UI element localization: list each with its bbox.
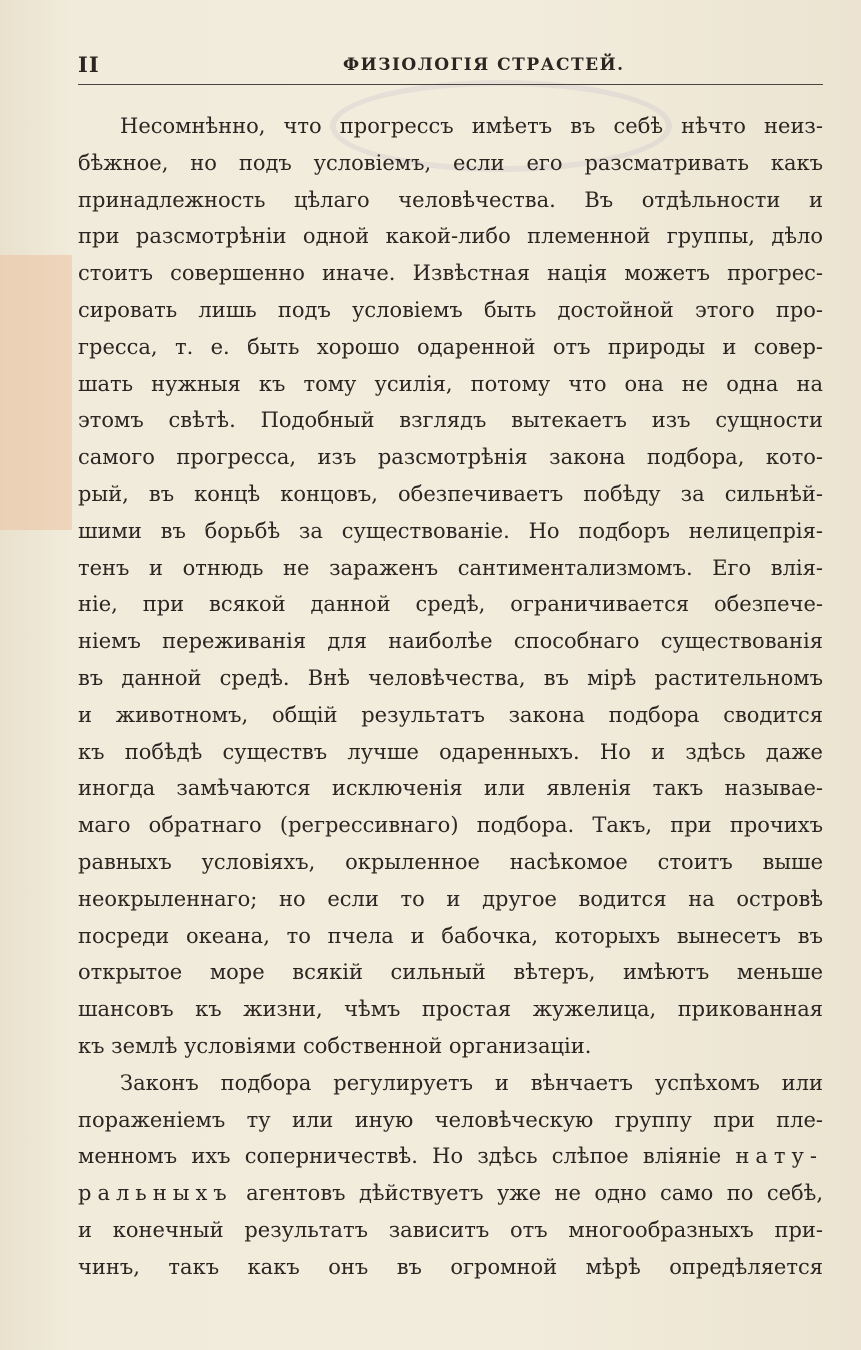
text-line <box>78 1175 823 1212</box>
text-line: шими въ борьбѣ за существованіе. Но подборъ нелицепрія- <box>78 518 823 543</box>
text-line: къ побѣдѣ существъ лучше одаренныхъ. Но и здѣсь даже <box>78 739 823 764</box>
text-line: этомъ свѣтѣ. Подобный взглядъ вытекаетъ изъ сущности <box>78 408 823 433</box>
text-line: посреди океана, то пчела и бабочка, которыхъ вынесетъ въ <box>78 923 823 948</box>
text-line: неокрыленнаго; но если то и другое водится на островѣ <box>78 886 823 911</box>
text-line: пораженіемъ ту или иную человѣческую группу при пле- <box>78 1107 823 1132</box>
spaced-word: нату- <box>735 1144 823 1169</box>
header-rule <box>78 84 823 85</box>
text-line: маго обратнаго (регрессивнаго) подбора. Такъ, при прочихъ <box>78 813 823 838</box>
text-line: бѣжное, но подъ условіемъ, если его разсматривать какъ <box>78 150 823 175</box>
paper-stain <box>0 255 72 530</box>
text-line: шать нужныя къ тому усилія, потому что она не одна на <box>78 371 823 396</box>
text-line: при разсмотрѣніи одной какой-либо племенной группы, дѣло <box>78 224 823 249</box>
text-line: рый, въ концѣ концовъ, обезпечиваетъ побѣду за сильнѣй- <box>78 481 823 506</box>
text-line: ніе, при всякой данной средѣ, ограничивается обезпече- <box>78 592 823 617</box>
text-line: иногда замѣчаются исключенія или явленія такъ называе- <box>78 776 823 801</box>
text-line: самого прогресса, изъ разсмотрѣнія закона подбора, кото- <box>78 445 823 470</box>
running-head <box>78 52 823 82</box>
line-text: агентовъ дѣйствуетъ уже не одно само по себѣ, <box>246 1181 823 1206</box>
text-line: шансовъ къ жизни, чѣмъ простая жужелица, прикованная <box>78 997 823 1022</box>
text-line: принадлежность цѣлаго человѣчества. Въ отдѣльности и <box>78 187 823 212</box>
text-line <box>78 1138 823 1175</box>
text-line: чинъ, такъ какъ онъ въ огромной мѣрѣ опредѣляется <box>78 1254 823 1279</box>
text-line: стоитъ совершенно иначе. Извѣстная нація можетъ прогрес- <box>78 261 823 286</box>
body-text <box>78 108 823 1286</box>
spaced-word: ральныхъ <box>78 1181 233 1206</box>
text-line: къ землѣ условіями собственной организаціи. <box>78 1033 592 1058</box>
page-number: II <box>78 52 100 77</box>
text-line: Несомнѣнно, что прогрессъ имѣетъ въ себѣ нѣчто неиз- <box>120 114 823 138</box>
text-line: въ данной средѣ. Внѣ человѣчества, въ мірѣ растительномъ <box>78 665 823 690</box>
text-line: сировать лишь подъ условіемъ быть достойной этого про- <box>78 297 823 322</box>
text-line: равныхъ условіяхъ, окрыленное насѣкомое стоитъ выше <box>78 849 823 874</box>
line-text: менномъ ихъ соперничествѣ. Но здѣсь слѣпое вліяніе <box>78 1144 722 1169</box>
text-line: открытое море всякій сильный вѣтеръ, имѣютъ меньше <box>78 960 823 985</box>
text-line: и конечный результатъ зависитъ отъ многообразныхъ при- <box>78 1217 823 1242</box>
text-line: тенъ и отнюдь не зараженъ сантиментализмомъ. Его влія- <box>78 555 823 580</box>
text-line: гресса, т. е. быть хорошо одаренной отъ природы и совер- <box>78 334 823 359</box>
text-line: и животномъ, общій результатъ закона подбора сводится <box>78 702 823 727</box>
running-title: ФИЗІОЛОГІЯ СТРАСТЕЙ. <box>343 55 625 75</box>
text-line: ніемъ переживанія для наиболѣе способнаго существованія <box>78 629 823 654</box>
text-line: Законъ подбора регулируетъ и вѣнчаетъ успѣхомъ или <box>120 1070 823 1095</box>
